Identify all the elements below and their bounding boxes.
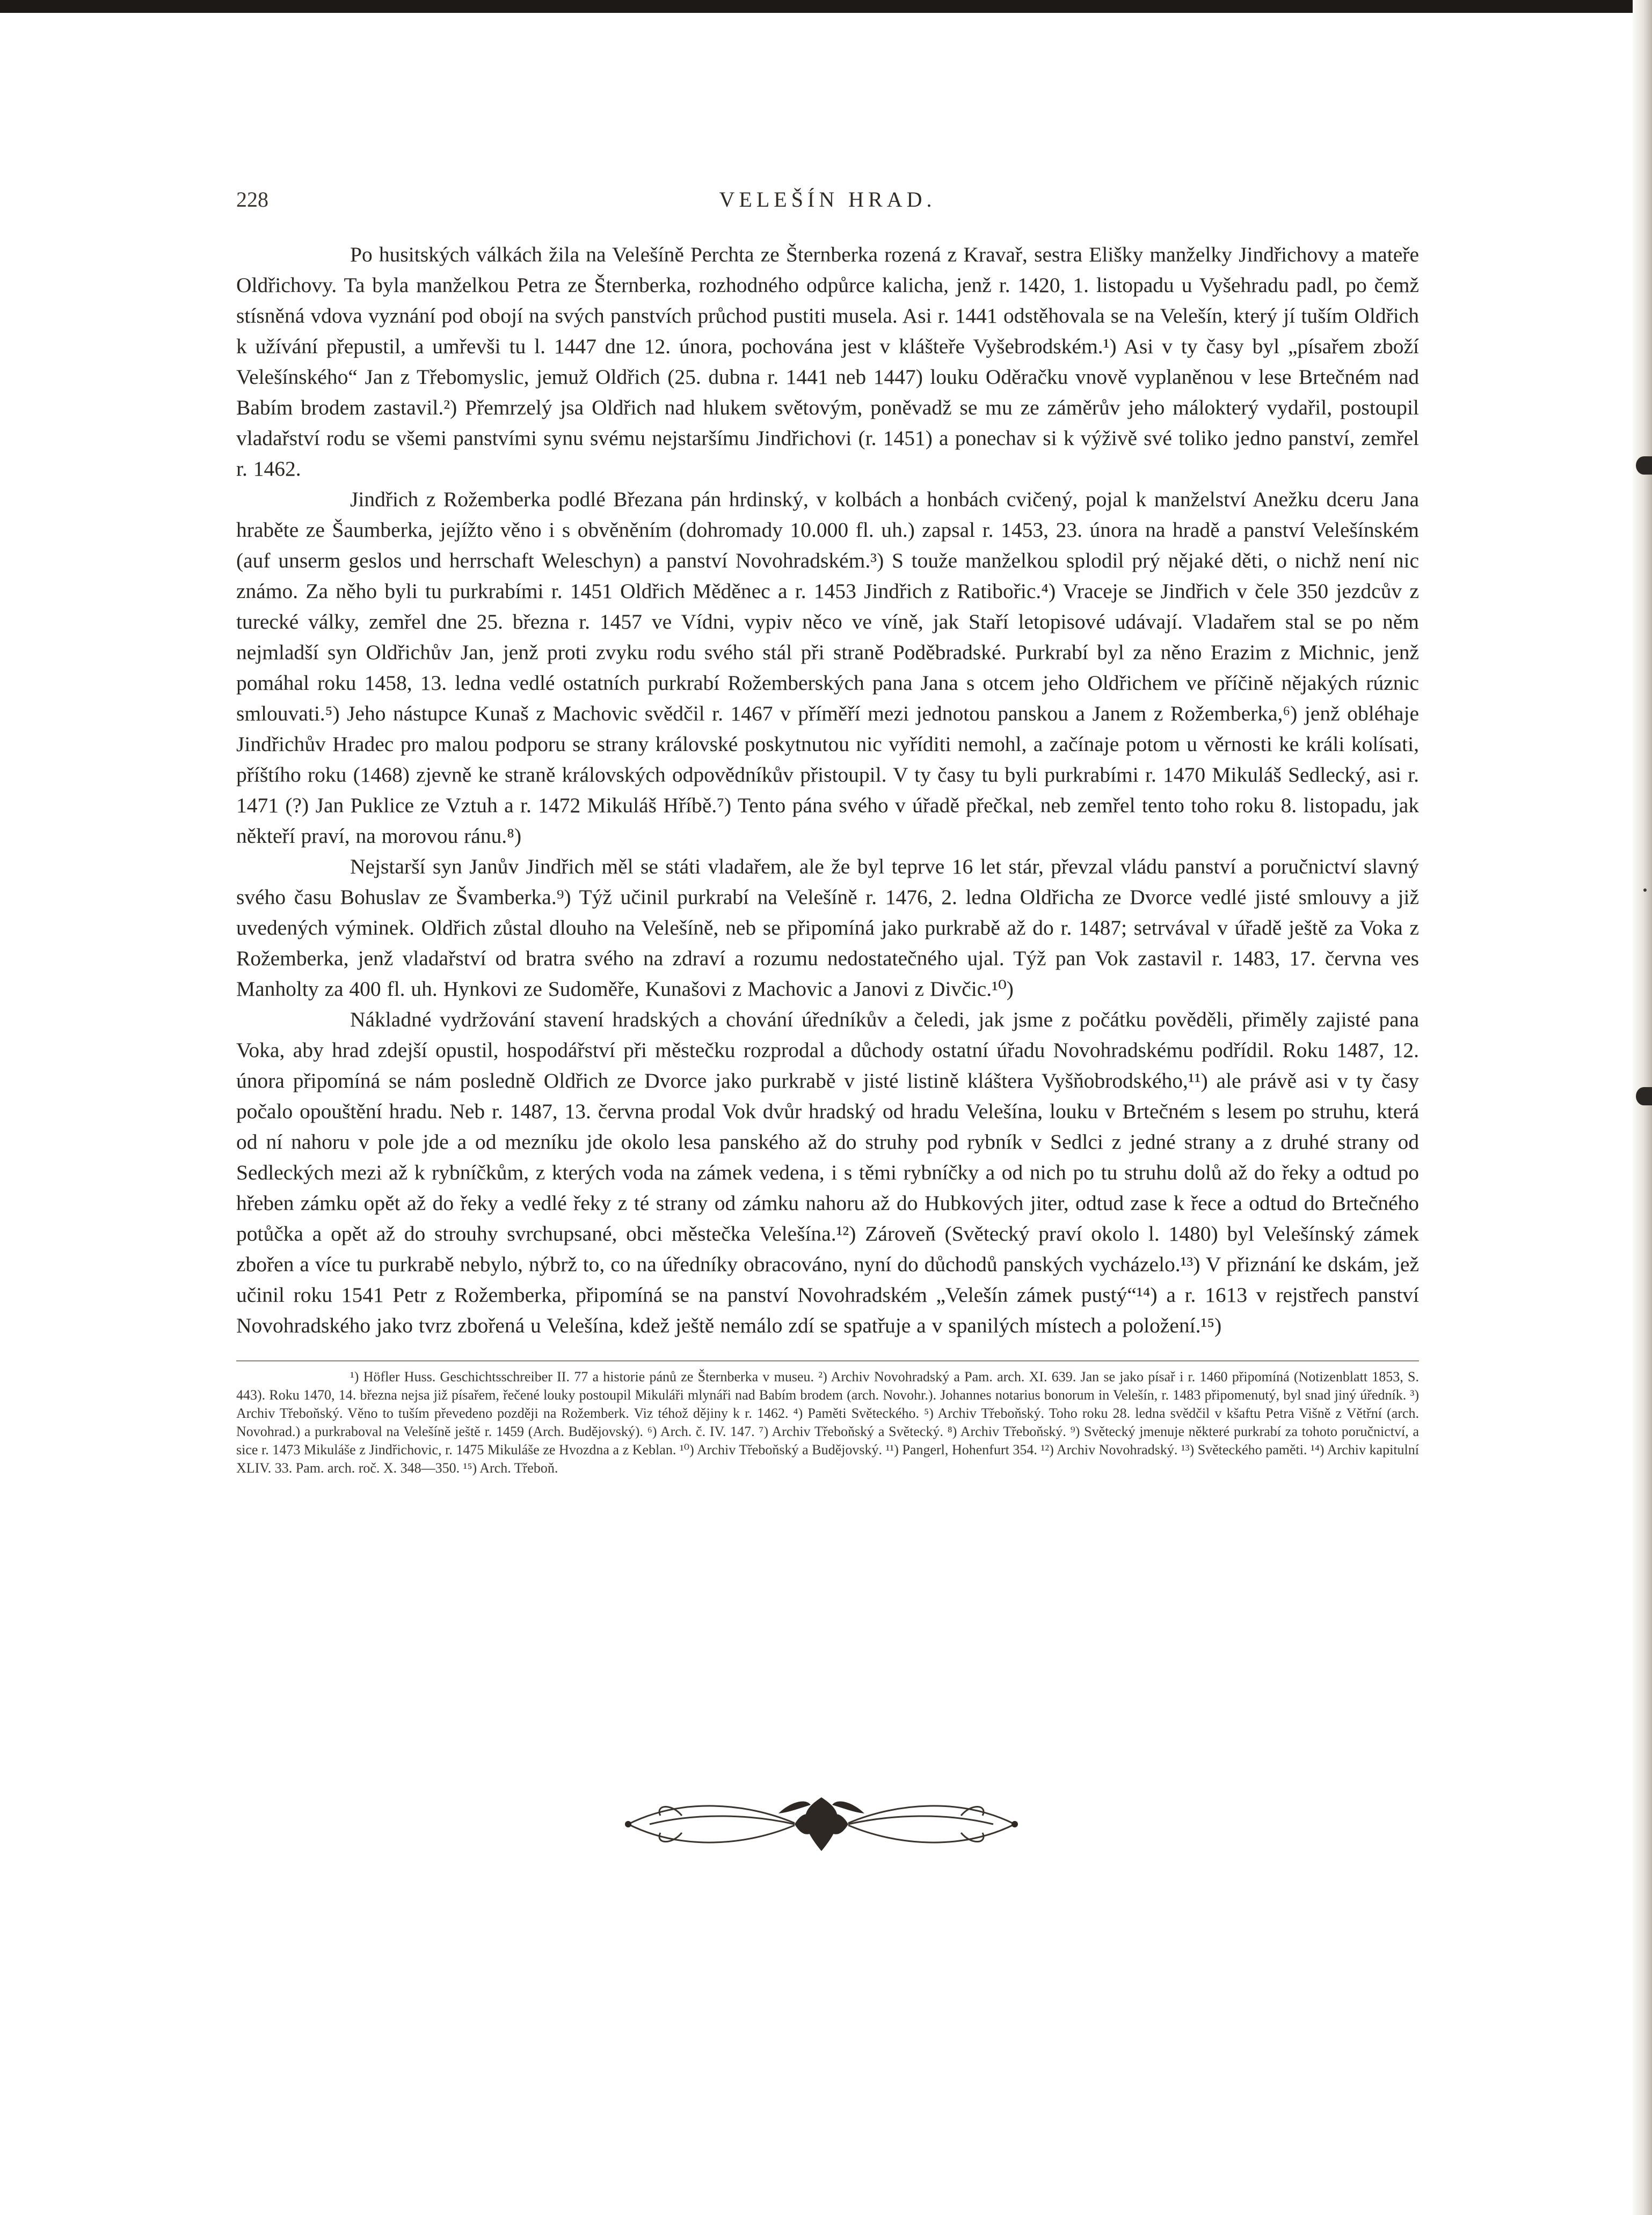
ornament-flourish <box>617 1781 1025 1867</box>
paragraph: Jindřich z Rožemberka podlé Březana pán hrdinský, v kolbách a honbách cvičený, pojal k manželství Anežku dceru Jana hraběte ze Šaumberka, jejížto věno i s obvěněním (dohromady 10.000 fl. uh.) zapsal r. 1453, 23. února na hradě a panství Velešínském (auf unserm geslos und herrschaft Weleschyn) a panství Novohradském.³) S touže manželkou splodil prý nějaké děti, o nichž není nic známo. Za něho byli tu purkrabími r. 1451 Oldřich Měděnec a r. 1453 Jindřich z Ratibořic.⁴) Vraceje se Jindřich v čele 350 jezdcův z turecké války, zemřel dne 25. března r. 1457 ve Vídni, vypiv něco ve víně, jak Staří letopisové udávají. Vladařem stal se po něm nejmladší syn Oldřichův Jan, jenž proti zvyku rodu svého stál při straně Poděbradské. Purkrabí byl za něno Erazim z Michnic, jenž pomáhal roku 1458, 13. ledna vedlé ostatních purkrabí Rožemberských pana Jana s otcem jeho Oldřichem ve příčině nějakých rúznic smlouvati.⁵) Jeho nástupce Kunaš z Machovic svědčil r. 1467 v příměří mezi jednotou panskou a Janem z Rožemberka,⁶) jenž obléhaje Jindřichův Hradec pro malou podporu se strany královské poskytnutou nic vyříditi nemohl, a začínaje potom u věrnosti ke králi kolísati, příštího roku (1468) zjevně ke straně královských odpovědníkův přistoupil. V ty časy tu byli purkrabími r. 1470 Mikuláš Sedlecký, asi r. 1471 (?) Jan Puklice ze Vztuh a r. 1472 Mikuláš Hříbě.⁷) Tento pána svého v úřadě přečkal, neb zemřel tento toho roku 8. listopadu, jak někteří praví, na morovou ránu.⁸) <box>236 487 1419 848</box>
footnotes <box>236 1360 1419 1477</box>
body-text <box>236 239 1419 1341</box>
running-head <box>236 177 1419 220</box>
paragraph: Po husitských válkách žila na Velešíně Perchta ze Šternberka rozená z Kravař, sestra Elišky manželky Jindřichovy a mateře Oldřichovy. Ta byla manželkou Petra ze Šternberka, rozhodného odpůrce kalicha, jenž r. 1420, 1. listopadu u Vyšehradu padl, po čemž stísněná vdova vyznání pod obojí na svých panstvích průchod pustiti musela. Asi r. 1441 odstěhovala se na Velešín, který jí tuším Oldřich k užívání přepustil, a umřevši tu l. 1447 dne 12. února, pochována jest v klášteře Vyšebrodském.¹) Asi v ty časy byl „písařem zboží Velešínského“ Jan z Třebomyslic, jemuž Oldřich (25. dubna r. 1441 neb 1447) louku Oděračku vnově vyplaněnou v lese Brtečném nad Babím brodem zastavil.²) Přemrzelý jsa Oldřich nad hlukem světovým, poněvadž se mu ze záměrův jeho málokterý vydařil, postoupil vladařství rodu se všemi panstvími synu svému nejstaršímu Jindřichovi (r. 1451) a ponechav si k výživě své toliko jedno panství, zemřel r. 1462. <box>236 243 1419 480</box>
footnote-text: ¹) Höfler Huss. Geschichtsschreiber II. 77 a historie pánů ze Šternberka v museu. ²) Archiv Novohradský a Pam. arch. XI. 639. Jan se jako písař i r. 1460 připomíná (Notizenblatt 1853, S. 443). Roku 1470, 14. března nejsa již písařem, řečené louky postoupil Mikuláři mlynáři nad Babím brodem (arch. Novohr.). Johannes notarius bonorum in Velešín, r. 1483 připomenutý, byl snad jiný úředník. ³) Archiv Třeboňský. Věno to tuším převedeno později na Rožemberk. Viz téhož dějiny k r. 1462. ⁴) Paměti Světeckého. ⁵) Archiv Třeboňský. Toho roku 28. ledna svědčil v kšaftu Petra Višně z Větřní (arch. Novohrad.) a purkraboval na Velešíně ještě r. 1459 (Arch. Budějovský). ⁶) Arch. č. IV. 147. ⁷) Archiv Třeboňský a Světecký. ⁸) Archiv Třeboňský. ⁹) Světecký jmenuje některé purkrabí za tohoto poručnictví, a sice r. 1473 Mikuláše z Jindřichovic, r. 1475 Mikuláše ze Hvozdna a z Keblan. ¹⁰) Archiv Třeboňský a Budějovský. ¹¹) Pangerl, Hohenfurt 354. ¹²) Archiv Novohradský. ¹³) Světeckého paměti. ¹⁴) Archiv kapitulní XLIV. 33. Pam. arch. roč. X. 348—350. ¹⁵) Arch. Třeboň. <box>236 1369 1419 1476</box>
margin-tab-mark <box>1636 456 1652 475</box>
scan-right-edge <box>1633 0 1652 2215</box>
scan-top-edge <box>0 0 1652 13</box>
paragraph: Nákladné vydržování stavení hradských a chování úředníkův a čeledi, jak jsme z počátku pověděli, přiměly zajisté pana Voka, aby hrad zdejší opustil, hospodářství při městečku rozprodal a důchody ostatní úřadu Novohradskému podřídil. Roku 1487, 12. února připomíná se nám posledně Oldřich ze Dvorce jako purkrabě v jisté listině kláštera Vyšňobrodského,¹¹) ale právě asi v ty časy počalo opouštění hradu. Neb r. 1487, 13. června prodal Vok dvůr hradský od hradu Velešína, louku v Brtečném s lesem po struhu, která od ní nahoru v pole jde a od mezníku jde okolo lesa panského až do struhy pod rybník v Sedlci z jedné strany a z druhé strany od Sedleckých mezi až k rybníčkům, z kterých voda na zámek vedena, i s těmi rybníčky a od nich po tu struhu dolů až do řeky a odtud po hřeben zámku opět až do řeky a vedlé řeky z té strany od zámku nahoru až do Hubkových jiter, odtud zase k řece a odtud do Brtečného potůčka a opět až do strouhy svrchupsané, obci městečka Velešína.¹²) Zároveň (Světecký praví okolo l. 1480) byl Velešínský zámek zbořen a více tu purkrabě nebylo, nýbrž to, co na úředníky obracováno, nyní do důchodů panských vycházelo.¹³) V přiznání ke dskám, jež učinil roku 1541 Petr z Rožemberka, připomíná se na panství Novohradském „Velešín zámek pustý“¹⁴) a r. 1613 v rejstřech panství Novohradského jako tvrz zbořená u Velešína, kdež ještě nemálo zdí se spatřuje a v spanilých místech a položení.¹⁵) <box>236 1008 1419 1337</box>
margin-dot <box>1643 888 1647 892</box>
running-title: VELEŠÍN HRAD. <box>719 187 936 212</box>
page <box>236 177 1419 1477</box>
margin-tab-mark <box>1636 1087 1652 1105</box>
page-number: 228 <box>236 187 268 212</box>
paragraph: Nejstarší syn Janův Jindřich měl se státi vladařem, ale že byl teprve 16 let stár, převzal vládu panství a poručnictví slavný svého času Bohuslav ze Švamberka.⁹) Týž učinil purkrabí na Velešíně r. 1476, 2. ledna Oldřicha ze Dvorce vedlé jisté smlouvy a již uvedených výminek. Oldřich zůstal dlouho na Velešíně, neb se připomíná jako purkrabě až do r. 1487; setrvával v úřadě ještě za Voka z Rožemberka, jenž vladařství od bratra svého na zdraví a rozumu nedostatečného ujal. Týž pan Vok zastavil r. 1483, 17. června ves Manholty za 400 fl. uh. Hynkovi ze Sudoměře, Kunašovi z Machovic a Janovi z Divčic.¹⁰) <box>236 855 1419 1001</box>
